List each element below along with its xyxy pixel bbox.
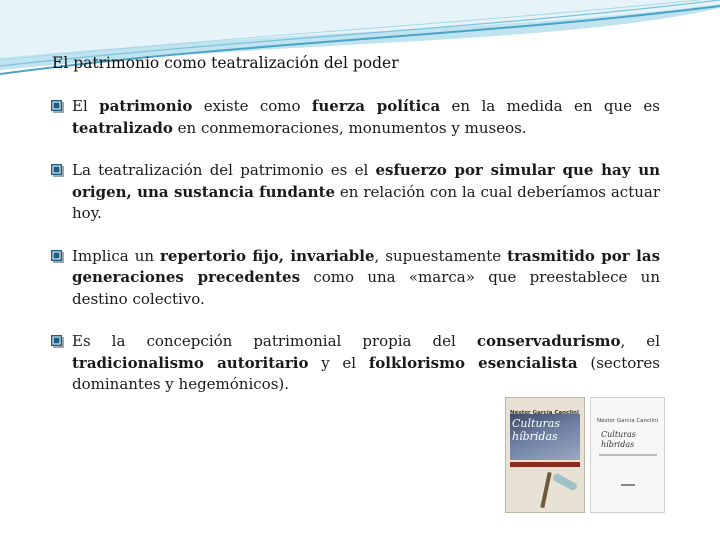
book-cover-band [510, 462, 580, 467]
text-run: en relación con la cual deberíamos actuar hoy. [72, 182, 660, 222]
book-imprint-mark [621, 484, 635, 486]
bullet-text [72, 97, 660, 137]
checkbox-bullet-icon [50, 249, 65, 264]
bullet-list [50, 96, 660, 417]
feather-illustration [540, 472, 551, 508]
text-run: existe como [192, 97, 312, 115]
text-run: como una «marca» que preestablece un destino colectivo. [72, 268, 660, 308]
bullet-item [50, 160, 660, 225]
emphasized-text: tradicionalismo autoritario [72, 353, 309, 372]
text-run: , el [620, 332, 660, 350]
book-title-page-culturas-hibridas [590, 397, 665, 513]
emphasized-text: patrimonio [99, 97, 193, 115]
slide-title: El patrimonio como teatralización del poder [52, 54, 399, 72]
bullet-item [50, 331, 660, 396]
emphasized-text: trasmitido por las generaciones precedentes [72, 246, 661, 286]
cover-streak [552, 472, 579, 491]
text-run: en conmemoraciones, monumentos y museos. [172, 118, 527, 137]
book-author: Néstor García Canclini [510, 410, 579, 416]
book-author: Néstor García Canclini [597, 418, 659, 424]
text-run: Es la concepción patrimonial propia del [72, 332, 477, 350]
bullet-text [72, 332, 660, 393]
text-run: , supuestamente [374, 246, 508, 265]
book-cover-culturas-hibridas [505, 397, 585, 513]
checkbox-bullet-icon [50, 99, 65, 114]
text-run: (sectores dominantes y hegemónicos). [72, 353, 661, 393]
book-subtitle-line [599, 454, 657, 456]
emphasized-text: fuerza política [311, 97, 441, 115]
checkbox-bullet-icon [50, 334, 65, 349]
text-run: Implica un [72, 246, 161, 265]
checkbox-bullet-icon [50, 163, 65, 178]
book-title: Culturas híbridas [601, 430, 636, 449]
emphasized-text: esfuerzo por simular que hay un origen, una sustancia fundante [72, 161, 661, 201]
text-run: La teatralización del patrimonio es el [72, 161, 376, 179]
bullet-item [50, 246, 660, 311]
text-run: y el [308, 353, 369, 372]
bullet-text [72, 247, 660, 308]
emphasized-text: folklorismo esencialista [368, 353, 578, 372]
emphasized-text: conservadurismo [476, 332, 621, 350]
book-title: Culturas híbridas [512, 417, 560, 443]
emphasized-text: repertorio fijo, invariable [160, 246, 375, 265]
text-run: en la medida en que es [440, 97, 661, 115]
emphasized-text: teatralizado [72, 118, 173, 137]
text-run: El [72, 97, 100, 115]
bullet-item [50, 96, 660, 139]
bullet-text [72, 161, 660, 222]
